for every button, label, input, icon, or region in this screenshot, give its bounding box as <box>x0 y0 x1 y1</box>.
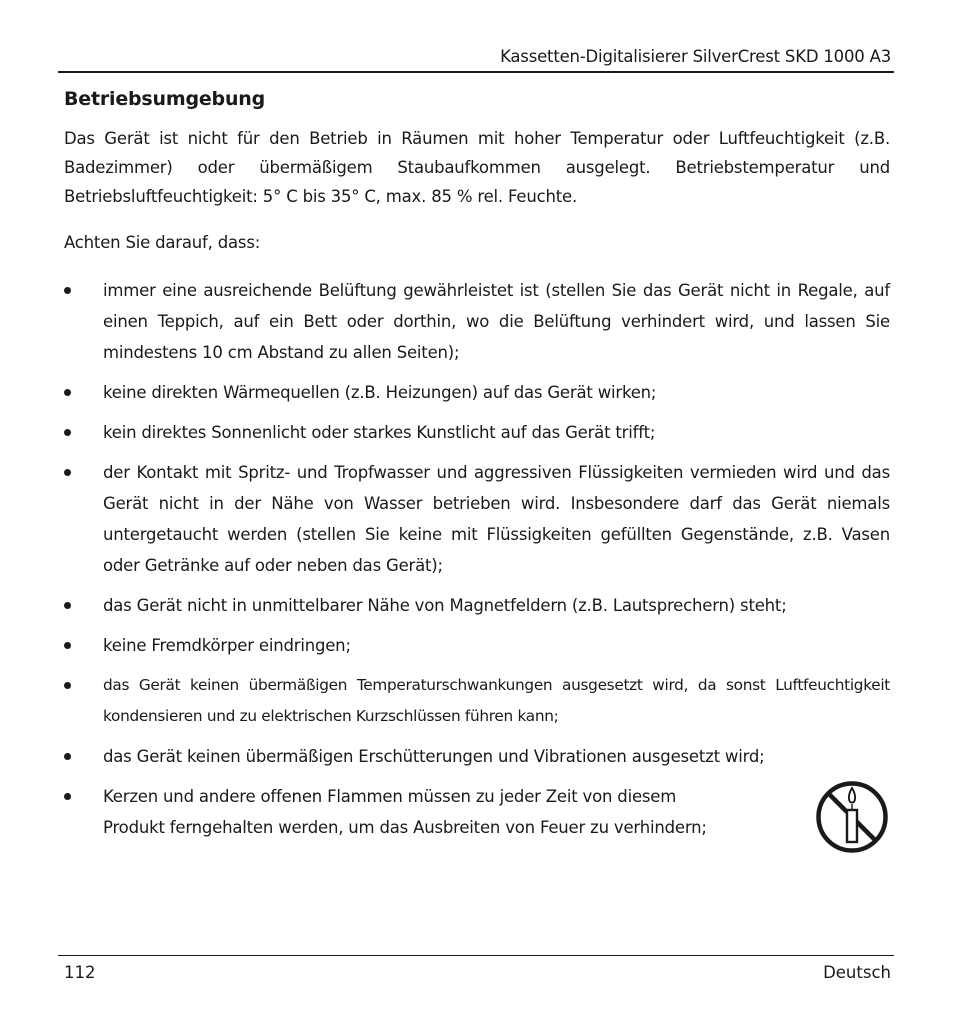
list-item-text: das Gerät keinen übermäßigen Temperaturschwankungen ausgesetzt wird, da sonst Luftfeuchtigkeit kondensieren und zu elektrischen Kurzschlüssen führen kann; <box>103 676 890 725</box>
precaution-list <box>64 275 890 852</box>
list-item-text: das Gerät keinen übermäßigen Erschütterungen und Vibrationen ausgesetzt wird; <box>103 747 765 766</box>
list-item <box>64 670 890 732</box>
list-item-text-line-1: Kerzen und andere offenen Flammen müssen zu jeder Zeit von diesem <box>103 787 677 806</box>
list-item-text: immer eine ausreichende Belüftung gewährleistet ist (stellen Sie das Gerät nicht in Regale, auf einen Teppich, auf ein Bett oder dorthin, wo die Belüftung verhindert wird, und lassen Sie mindestens 10 cm Abstand zu allen Seiten); <box>103 281 890 362</box>
bullet-icon <box>64 429 71 436</box>
bullet-icon <box>64 642 71 649</box>
bullet-icon <box>64 753 71 760</box>
footer-divider <box>58 955 894 956</box>
no-open-flame-icon <box>815 780 889 854</box>
list-item <box>64 781 890 843</box>
list-item <box>64 377 890 408</box>
list-item <box>64 590 890 621</box>
list-item <box>64 457 890 581</box>
page-number: 112 <box>64 963 96 982</box>
bullet-icon <box>64 793 71 800</box>
bullet-icon <box>64 389 71 396</box>
list-item-text: der Kontakt mit Spritz- und Tropfwasser und aggressiven Flüssigkeiten vermieden wird und das Gerät nicht in der Nähe von Wasser betrieben wird. Insbesondere darf das Gerät niemals untergetaucht werden (stellen Sie keine mit Flüssigkeiten gefüllten Gegenstände, z.B. Vasen oder Getränke auf oder neben das Gerät); <box>103 463 890 575</box>
bullet-icon <box>64 287 71 294</box>
list-item-text: das Gerät nicht in unmittelbarer Nähe von Magnetfeldern (z.B. Lautsprechern) steht; <box>103 596 787 615</box>
bullet-icon <box>64 602 71 609</box>
list-item <box>64 741 890 772</box>
document-header-title: Kassetten-Digitalisierer SilverCrest SKD 1000 A3 <box>500 47 891 66</box>
intro-paragraph: Das Gerät ist nicht für den Betrieb in Räumen mit hoher Temperatur oder Luftfeuchtigkeit (z.B. Badezimmer) oder übermäßigem Staubaufkommen ausgelegt. Betriebstemperatur und Betriebsluftfeuchtigkeit: 5° C bis 35° C, max. 85 % rel. Feuchte. <box>64 129 890 206</box>
list-item-text: keine direkten Wärmequellen (z.B. Heizungen) auf das Gerät wirken; <box>103 383 657 402</box>
list-item-text: kein direktes Sonnenlicht oder starkes Kunstlicht auf das Gerät trifft; <box>103 423 656 442</box>
bullet-icon <box>64 682 71 689</box>
list-item <box>64 417 890 448</box>
header-divider <box>58 71 894 73</box>
footer-language: Deutsch <box>823 963 891 982</box>
bullet-icon <box>64 469 71 476</box>
section-heading: Betriebsumgebung <box>64 88 265 110</box>
list-item <box>64 630 890 661</box>
list-item-text-line-2: Produkt ferngehalten werden, um das Ausbreiten von Feuer zu verhindern; <box>103 818 707 837</box>
list-item <box>64 275 890 368</box>
list-item-text: keine Fremdkörper eindringen; <box>103 636 351 655</box>
list-intro-paragraph: Achten Sie darauf, dass: <box>64 233 261 252</box>
